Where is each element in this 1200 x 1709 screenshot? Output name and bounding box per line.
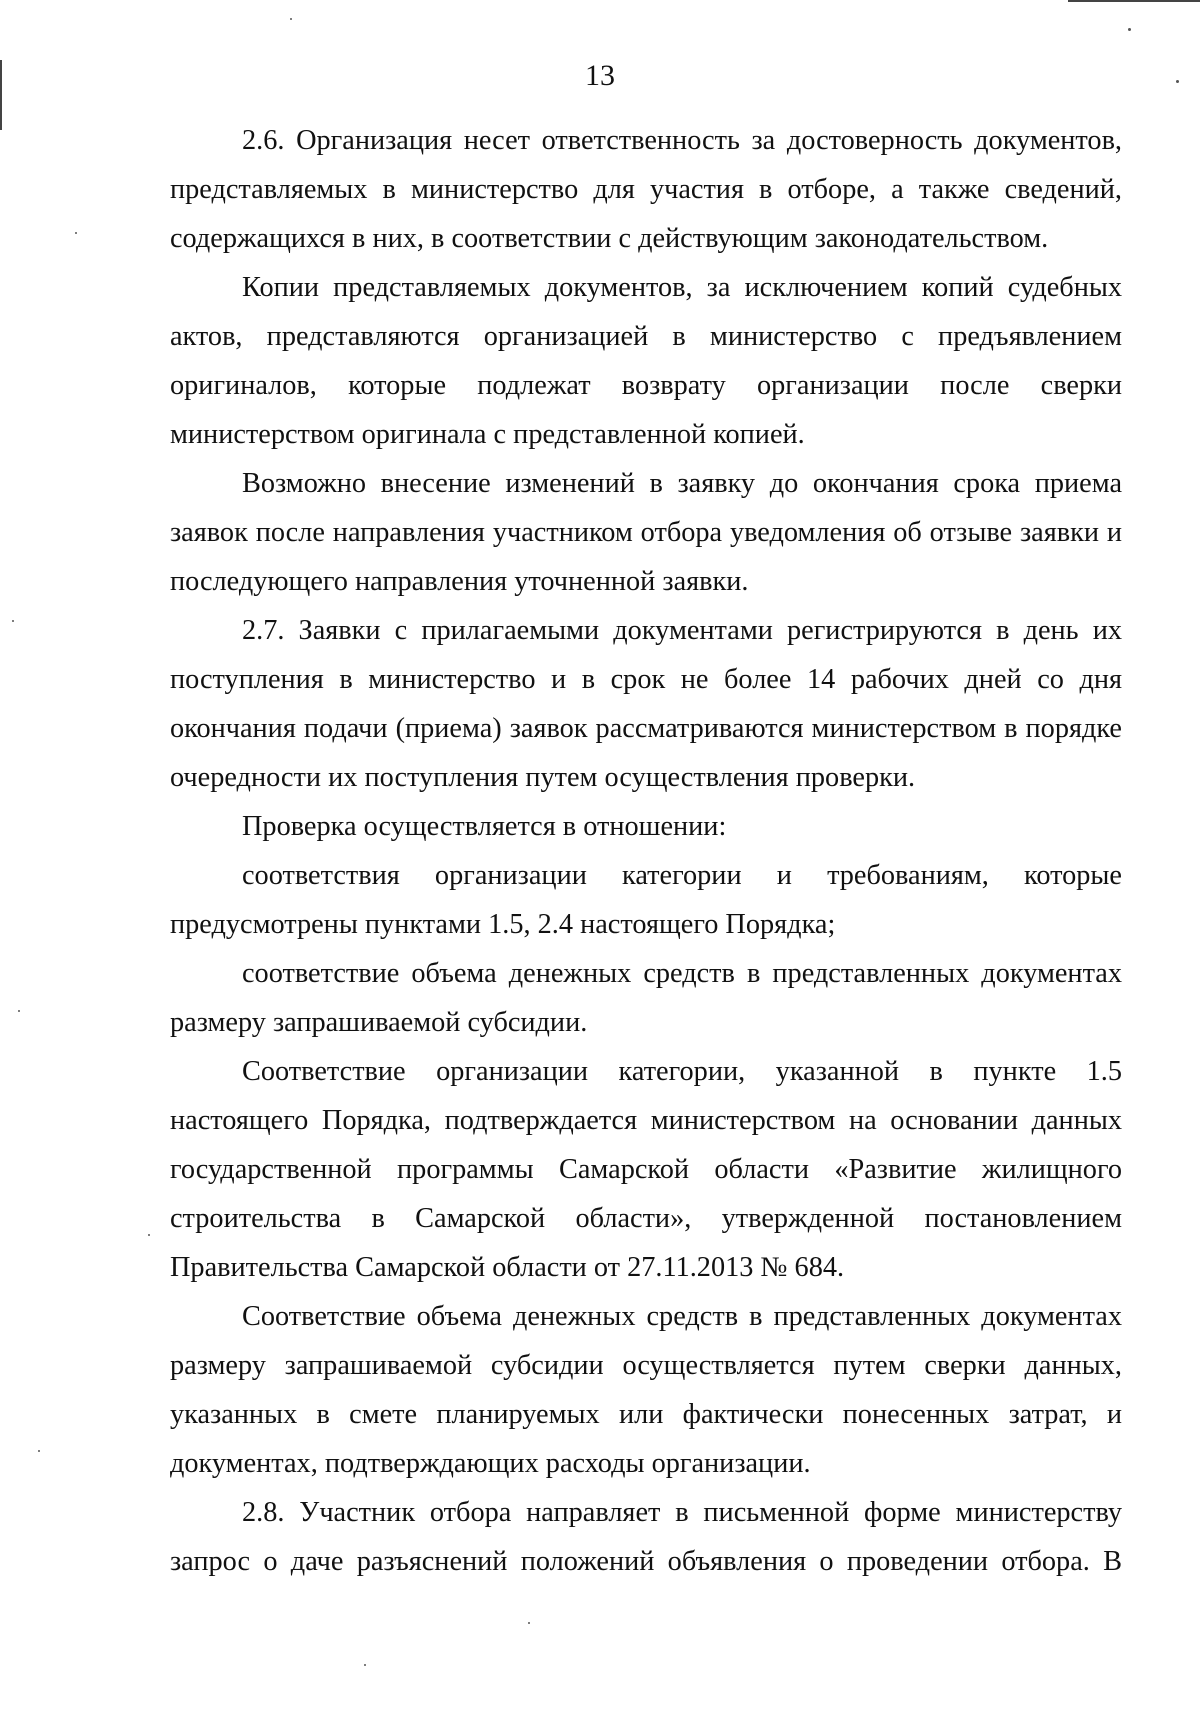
paragraph-category-confirmation: Соответствие организации категории, указанной в пункте 1.5 настоящего Порядка, подтверждается министерством на основании данных государственной программы Самарской области «Развитие жилищного строительства в Самарской области», утвержденной постановлением Правительства Самарской области от 27.11.2013 № 684. xyxy=(170,1056,1122,1283)
scan-dot xyxy=(12,620,14,622)
scan-dot xyxy=(528,1622,530,1624)
paragraph-copies: Копии представляемых документов, за исключением копий судебных актов, представляются организацией в министерство с предъявлением оригиналов, которые подлежат возврату организации после сверки министерством оригинала с представленной копией. xyxy=(170,272,1122,450)
scan-edge-line-left xyxy=(0,60,2,130)
scan-dot xyxy=(38,1450,40,1452)
scan-dot xyxy=(18,1010,20,1012)
paragraph-funds-confirmation: Соответствие объема денежных средств в представленных документах размеру запрашиваемой субсидии осуществляется путем сверки данных, указанных в смете планируемых или фактически понесенных затрат, и документах, подтверждающих расходы организации. xyxy=(170,1301,1122,1479)
paragraph-2-7: 2.7. Заявки с прилагаемыми документами регистрируются в день их поступления в министерство и в срок не более 14 рабочих дней со дня окончания подачи (приема) заявок рассматриваются министерством в порядке очередности их поступления путем осуществления проверки. xyxy=(170,615,1122,793)
scan-dot xyxy=(1176,80,1179,83)
scan-dot xyxy=(75,232,77,234)
scan-dot xyxy=(1128,28,1131,31)
paragraph-2-6: 2.6. Организация несет ответственность за достоверность документов, представляемых в министерство для участия в отборе, а также сведений, содержащихся в них, в соответствии с действующим законодательством. xyxy=(170,125,1122,254)
paragraph-2-8: 2.8. Участник отбора направляет в письменной форме министерству запрос о даче разъяснений положений объявления о проведении отбора. В xyxy=(170,1497,1122,1577)
paragraph-check-category: соответствия организации категории и требованиям, которые предусмотрены пунктами 1.5, 2.4 настоящего Порядка; xyxy=(170,860,1122,940)
scan-dot xyxy=(148,1234,150,1236)
paragraph-changes: Возможно внесение изменений в заявку до окончания срока приема заявок после направления участником отбора уведомления об отзыве заявки и последующего направления уточненной заявки. xyxy=(170,468,1122,597)
scan-dot xyxy=(364,1664,366,1666)
paragraph-check-funds: соответствие объема денежных средств в представленных документах размеру запрашиваемой субсидии. xyxy=(170,958,1122,1038)
paragraph-check-intro: Проверка осуществляется в отношении: xyxy=(242,811,727,842)
scan-edge-line-top-right xyxy=(1068,0,1200,2)
scan-dot xyxy=(290,18,292,20)
page-number: 13 xyxy=(585,59,615,92)
document-body xyxy=(170,116,1122,1586)
